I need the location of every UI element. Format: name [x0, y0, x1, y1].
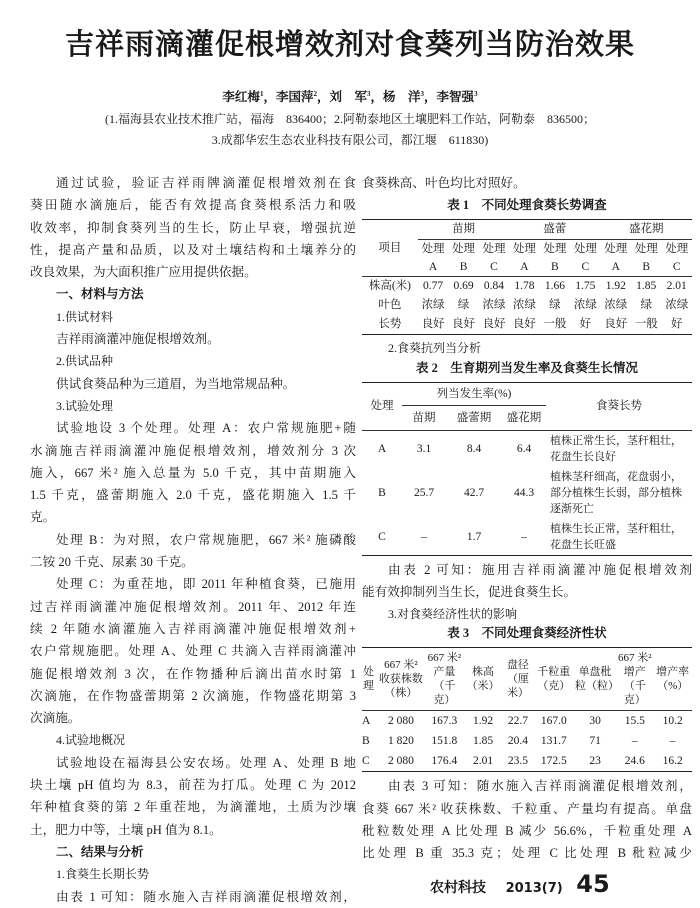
cell: 1.66	[544, 280, 565, 293]
table-row	[362, 296, 692, 315]
cell: 绿	[549, 299, 561, 312]
rate-cell: 3.1	[416, 442, 432, 455]
rate-cell: 25.7	[413, 486, 435, 499]
journal-name: 农村科技	[430, 880, 486, 896]
table-row	[362, 731, 692, 751]
text-line: 通过试验，验证吉祥雨牌滴灌促根增效剂在食	[56, 176, 356, 190]
table-1	[362, 197, 692, 335]
text-line: 能有效抑制列当生长，促进食葵生长。	[362, 584, 577, 599]
cell: C	[362, 755, 370, 768]
subsection-heading: 1.供试材料	[56, 309, 114, 324]
cell: 绿	[457, 299, 470, 312]
cell: 176.4	[431, 755, 458, 768]
cell: 1.85	[636, 280, 657, 293]
section-heading: 一、材料与方法	[56, 286, 144, 302]
text-line: 过吉祥雨滴灌冲施促根增效剂。2011 年、2012 年连	[30, 599, 356, 614]
treatment-label: 处理	[512, 243, 536, 256]
author-name: 李红梅	[222, 90, 260, 104]
table-row	[362, 315, 692, 335]
section-2-title: 2.食葵抗列当分析	[388, 341, 482, 356]
section-3-title: 3.对食葵经济性状的影响	[388, 607, 518, 622]
header-treatment	[479, 240, 509, 277]
paragraph	[30, 373, 356, 395]
cell: 23	[589, 755, 601, 768]
text-line: 克。	[30, 510, 56, 525]
header-cell: 667 米² 产量（千克）	[427, 652, 462, 707]
text-line: 年种植食葵的第 2 年重茬地，为滴灌地，土质为沙壤	[30, 800, 356, 815]
cell: 167.3	[431, 715, 458, 728]
treatment-label: 处理	[452, 243, 476, 256]
cell: 2 080	[387, 755, 414, 768]
cell: 良好	[452, 318, 476, 331]
cell: 1.78	[514, 280, 535, 293]
cell: 151.8	[431, 735, 458, 748]
cell: 167.0	[540, 715, 567, 728]
text-line: 农户常规施肥。处理 A、处理 C 共滴入吉祥雨滴灌冲	[30, 644, 356, 659]
text-line: 由表 2 可知：施用吉祥雨滴灌冲施促根增效剂	[388, 562, 692, 577]
growth-cell: 植株茎秆细高，花盘弱小，部分植株生长弱，部分植株逐渐死亡	[550, 470, 682, 515]
treatment-label: 处理	[634, 243, 658, 256]
rate-cell: –	[521, 530, 527, 543]
paragraph	[30, 886, 356, 908]
header-cell: 667 米² 收获株数（株）	[378, 659, 423, 700]
paragraph-table3-summary	[362, 775, 692, 864]
cell: 浓绿	[573, 299, 597, 312]
author-affiliation-mark: 2	[313, 89, 317, 98]
paragraph	[30, 752, 356, 841]
cell: 0.84	[483, 280, 505, 293]
author-affiliation-mark: 3	[474, 89, 478, 98]
treatment-letter: B	[642, 261, 651, 274]
rate-cell: 6.4	[516, 442, 532, 455]
author-name: 李国萍	[275, 90, 314, 104]
paragraph	[30, 573, 356, 729]
text-line: 处理 B：为对照，农户常规施肥，667 米² 施磷酸	[56, 532, 356, 547]
cell: 131.7	[540, 735, 567, 748]
table-3	[362, 625, 692, 772]
header-treatment	[570, 240, 600, 277]
subsection-heading: 4.试验地概况	[56, 733, 126, 748]
text-line: 续 2 年随水滴灌施入吉祥雨滴灌冲施促根增效剂+	[30, 621, 356, 636]
treatment-label: 处理	[604, 243, 628, 256]
author-name: 杨 洋	[383, 90, 421, 104]
treatment-letter: C	[490, 261, 498, 274]
paragraph-table2-summary	[362, 559, 692, 604]
cell: 2.01	[472, 755, 494, 768]
cell: 16.2	[662, 755, 683, 768]
row-label: 叶色	[378, 299, 402, 312]
table-row	[362, 467, 692, 519]
cell: 71	[589, 735, 601, 748]
growth-cell: 植株正常生长，茎秆粗壮，花盘生长良好	[550, 434, 682, 463]
row-treatment: A	[377, 442, 387, 455]
paragraph	[30, 172, 356, 283]
cell: 20.4	[507, 735, 528, 748]
header-treatment	[448, 240, 478, 277]
cell: 1.85	[472, 735, 494, 748]
rate-cell: 1.7	[466, 530, 482, 543]
text-line: 水滴施吉祥雨滴灌冲施促根增效剂，增效剂分 3 次	[30, 443, 356, 458]
cell: 1.75	[575, 280, 596, 293]
text-line: 供试食葵品种为三道眉，为当地常规品种。	[56, 376, 296, 391]
paragraph	[30, 529, 356, 574]
cell: B	[362, 735, 370, 748]
cell: 良好	[512, 318, 536, 331]
treatment-letter: C	[672, 261, 681, 274]
cell: 30	[589, 715, 601, 728]
author-name: 李智强	[436, 90, 475, 104]
table-2-caption: 表 2 生育期列当发生率及食葵生长情况	[416, 360, 638, 375]
cell: 1 820	[387, 735, 414, 748]
right-column	[362, 172, 692, 865]
text-line: 1.5 千克，盛蕾期施入 2.0 千克，盛花期施入 1.5 千	[30, 488, 356, 503]
text-line: 施促根增效剂 3 次，在作物播种后滴出苗水时第 1	[30, 666, 356, 681]
treatment-letter: C	[581, 261, 590, 274]
text-line: 由表 1 可知：随水施入吉祥雨滴灌促根增效剂，	[56, 889, 356, 904]
text-line: 次滴施。	[30, 711, 81, 726]
row-treatment: C	[378, 530, 386, 543]
cell: 2 080	[387, 715, 414, 728]
affiliation-line-2: 3.成都华宏生态农业科技有限公司，都江堰 611830)	[211, 133, 489, 147]
cell: 0.69	[453, 280, 474, 293]
treatment-label: 处理	[543, 243, 567, 256]
header-cell: 盘径（厘米）	[506, 659, 529, 700]
cell: 23.5	[507, 755, 528, 768]
table-3-caption: 表 3 不同处理食葵经济性状	[447, 626, 607, 641]
treatment-letter: A	[428, 261, 438, 274]
subsection-heading: 3.试验处理	[56, 398, 114, 413]
cell: 浓绿	[421, 299, 445, 312]
growth-cell: 植株生长正常，茎秆粗壮，花盘生长旺盛	[550, 522, 682, 551]
header-treatment	[418, 240, 448, 277]
table-1-caption: 表 1 不同处理食葵长势调查	[447, 198, 607, 213]
header-period: 苗期	[418, 220, 509, 240]
header-period: 盛花期	[601, 220, 692, 240]
header-treatment	[631, 240, 661, 277]
table-2	[362, 360, 692, 556]
cell: 10.2	[662, 715, 683, 728]
table-row	[362, 277, 692, 297]
header-rate: 列当发生率(%)	[402, 382, 546, 405]
paragraph	[30, 328, 356, 350]
header-growth: 食葵长势	[596, 400, 642, 413]
paragraph	[30, 417, 356, 528]
cell: 22.7	[507, 715, 528, 728]
text-line: 次滴施，在作物盛蕾期第 2 次滴施，作物盛花期第 3	[30, 688, 356, 703]
rate-cell: 44.3	[513, 486, 535, 499]
treatment-letter: B	[459, 261, 468, 274]
text-line: 收效率，抑制食葵列当的生长，防止早衰，增强抗逆	[30, 220, 356, 235]
header-treatment	[601, 240, 631, 277]
cell: 15.5	[624, 715, 645, 728]
text-line: 性，提高产量和品质，以及对土壤结构和土壤养分的	[30, 242, 356, 257]
text-line: 施入，667 米² 施入总量为 5.0 千克，其中苗期施入	[30, 465, 356, 480]
cell: 1.92	[472, 715, 494, 728]
header-cell: 增产率（%）	[656, 666, 690, 693]
text-line: 试验地设在福海县公安农场。处理 A、处理 B 地	[56, 755, 356, 770]
text-line: 试验地设 3 个处理。处理 A：农户常规施肥+随	[56, 421, 356, 436]
author-list: 李红梅$^1$，李国萍$^2$，刘 军$^3$，杨 洋$^3$，李智强$^3$	[222, 89, 478, 104]
treatment-label: 处理	[421, 243, 445, 256]
header-treatment	[661, 240, 692, 277]
treatment-label: 处理	[482, 243, 506, 256]
cell: 一般	[634, 318, 658, 331]
header-cell: 株高（米）	[466, 666, 500, 693]
cell: 2.01	[666, 280, 687, 293]
header-item: 项目	[378, 241, 402, 254]
cell: 172.5	[540, 755, 567, 768]
text-line: 土，肥力中等，土壤 pH 值为 8.1。	[30, 822, 222, 837]
subsection-heading: 1.食葵生长期长势	[56, 867, 150, 882]
text-line: 处理 C：为重茬地，即 2011 年种植食葵，已施用	[56, 577, 356, 592]
header-treatment: 处理	[370, 400, 394, 413]
header-period: 盛蕾	[509, 220, 600, 240]
text-line: 葵田随水滴施后，能否有效提高食葵根系活力和吸	[30, 198, 356, 213]
text-line: 比处理 B 重 35.3 克；处理 C 比处理 B 秕粒减少	[362, 846, 692, 861]
rate-cell: 8.4	[466, 442, 482, 455]
author-affiliation-mark: 3	[420, 89, 425, 98]
header-cell: 667 米² 增产（千克）	[617, 652, 652, 707]
intro-line: 食葵株高、叶色均比对照好。	[362, 176, 526, 190]
issue: 2013(7)	[505, 881, 563, 896]
cell: 良好	[421, 318, 445, 331]
cell: 良好	[604, 318, 628, 331]
row-treatment: B	[378, 486, 386, 499]
cell: 0.77	[423, 280, 444, 293]
page-number: 45	[576, 870, 610, 898]
cell: 一般	[543, 318, 567, 331]
cell: 24.6	[624, 755, 645, 768]
affiliation-line-1: (1.福海县农业技术推广站，福海 836400；2.阿勒泰地区土壤肥料工作站，阿勒泰 836500；	[105, 112, 595, 126]
header-treatment	[540, 240, 570, 277]
cell: 好	[670, 318, 683, 331]
table-row	[362, 751, 692, 772]
rate-cell: –	[421, 530, 427, 543]
header-cell: 千粒重（克）	[537, 666, 571, 693]
cell: –	[631, 735, 638, 748]
text-line: 块土壤 pH 值均为 8.3，前茬为打瓜。处理 C 为 2012	[30, 778, 356, 793]
cell: 浓绿	[665, 299, 689, 312]
text-line: 吉祥雨滴灌冲施促根增效剂。	[56, 332, 220, 347]
cell: 浓绿	[604, 299, 628, 312]
subsection-heading: 2.供试品种	[56, 354, 114, 369]
treatment-label: 处理	[665, 243, 689, 256]
rate-cell: 42.7	[463, 486, 485, 499]
cell: 绿	[640, 299, 652, 312]
page-footer	[430, 870, 610, 898]
author-name: 刘 军	[329, 90, 367, 104]
text-line: 二铵 20 千克、尿素 30 千克。	[30, 555, 194, 570]
header-period: 盛蕾期	[456, 411, 492, 424]
header-cell: 处理	[363, 666, 374, 693]
row-label: 长势	[378, 318, 402, 331]
section-heading: 二、结果与分析	[56, 843, 144, 859]
author-affiliation-mark: 3	[367, 89, 371, 98]
cell: 1.92	[605, 280, 626, 293]
header-treatment	[509, 240, 539, 277]
text-line: 由表 3 可知：随水施入吉祥雨滴灌促根增效剂，	[388, 779, 692, 794]
text-line: 改良效果，为大面积推广应用提供依据。	[30, 265, 257, 280]
cell: 良好	[482, 318, 506, 331]
cell: –	[669, 735, 676, 748]
text-line: 食葵 667 米² 收获株数、千粒重、产量均有提高。单盘	[362, 801, 692, 816]
author-affiliation-mark: 1	[259, 89, 264, 98]
left-column	[30, 172, 356, 908]
treatment-label: 处理	[573, 243, 597, 256]
cell: 浓绿	[482, 299, 506, 312]
table-row	[362, 430, 692, 467]
header-cell: 单盘秕粒（粒）	[574, 666, 619, 693]
table-row	[362, 519, 692, 556]
treatment-letter: A	[611, 261, 620, 274]
treatment-letter: A	[520, 261, 529, 274]
table-row	[362, 711, 692, 732]
cell: A	[362, 715, 371, 728]
treatment-letter: B	[551, 261, 559, 274]
cell: 浓绿	[512, 299, 536, 312]
header-period: 苗期	[412, 411, 436, 424]
article-title: 吉祥雨滴灌促根增效剂对食葵列当防治效果	[64, 27, 635, 61]
cell: 好	[579, 318, 592, 331]
text-line: 秕粒数处理 A 比处理 B 减少 56.6%，千粒重处理 A	[362, 824, 692, 839]
row-label: 株高(米)	[368, 280, 411, 293]
header-period: 盛花期	[506, 411, 542, 424]
